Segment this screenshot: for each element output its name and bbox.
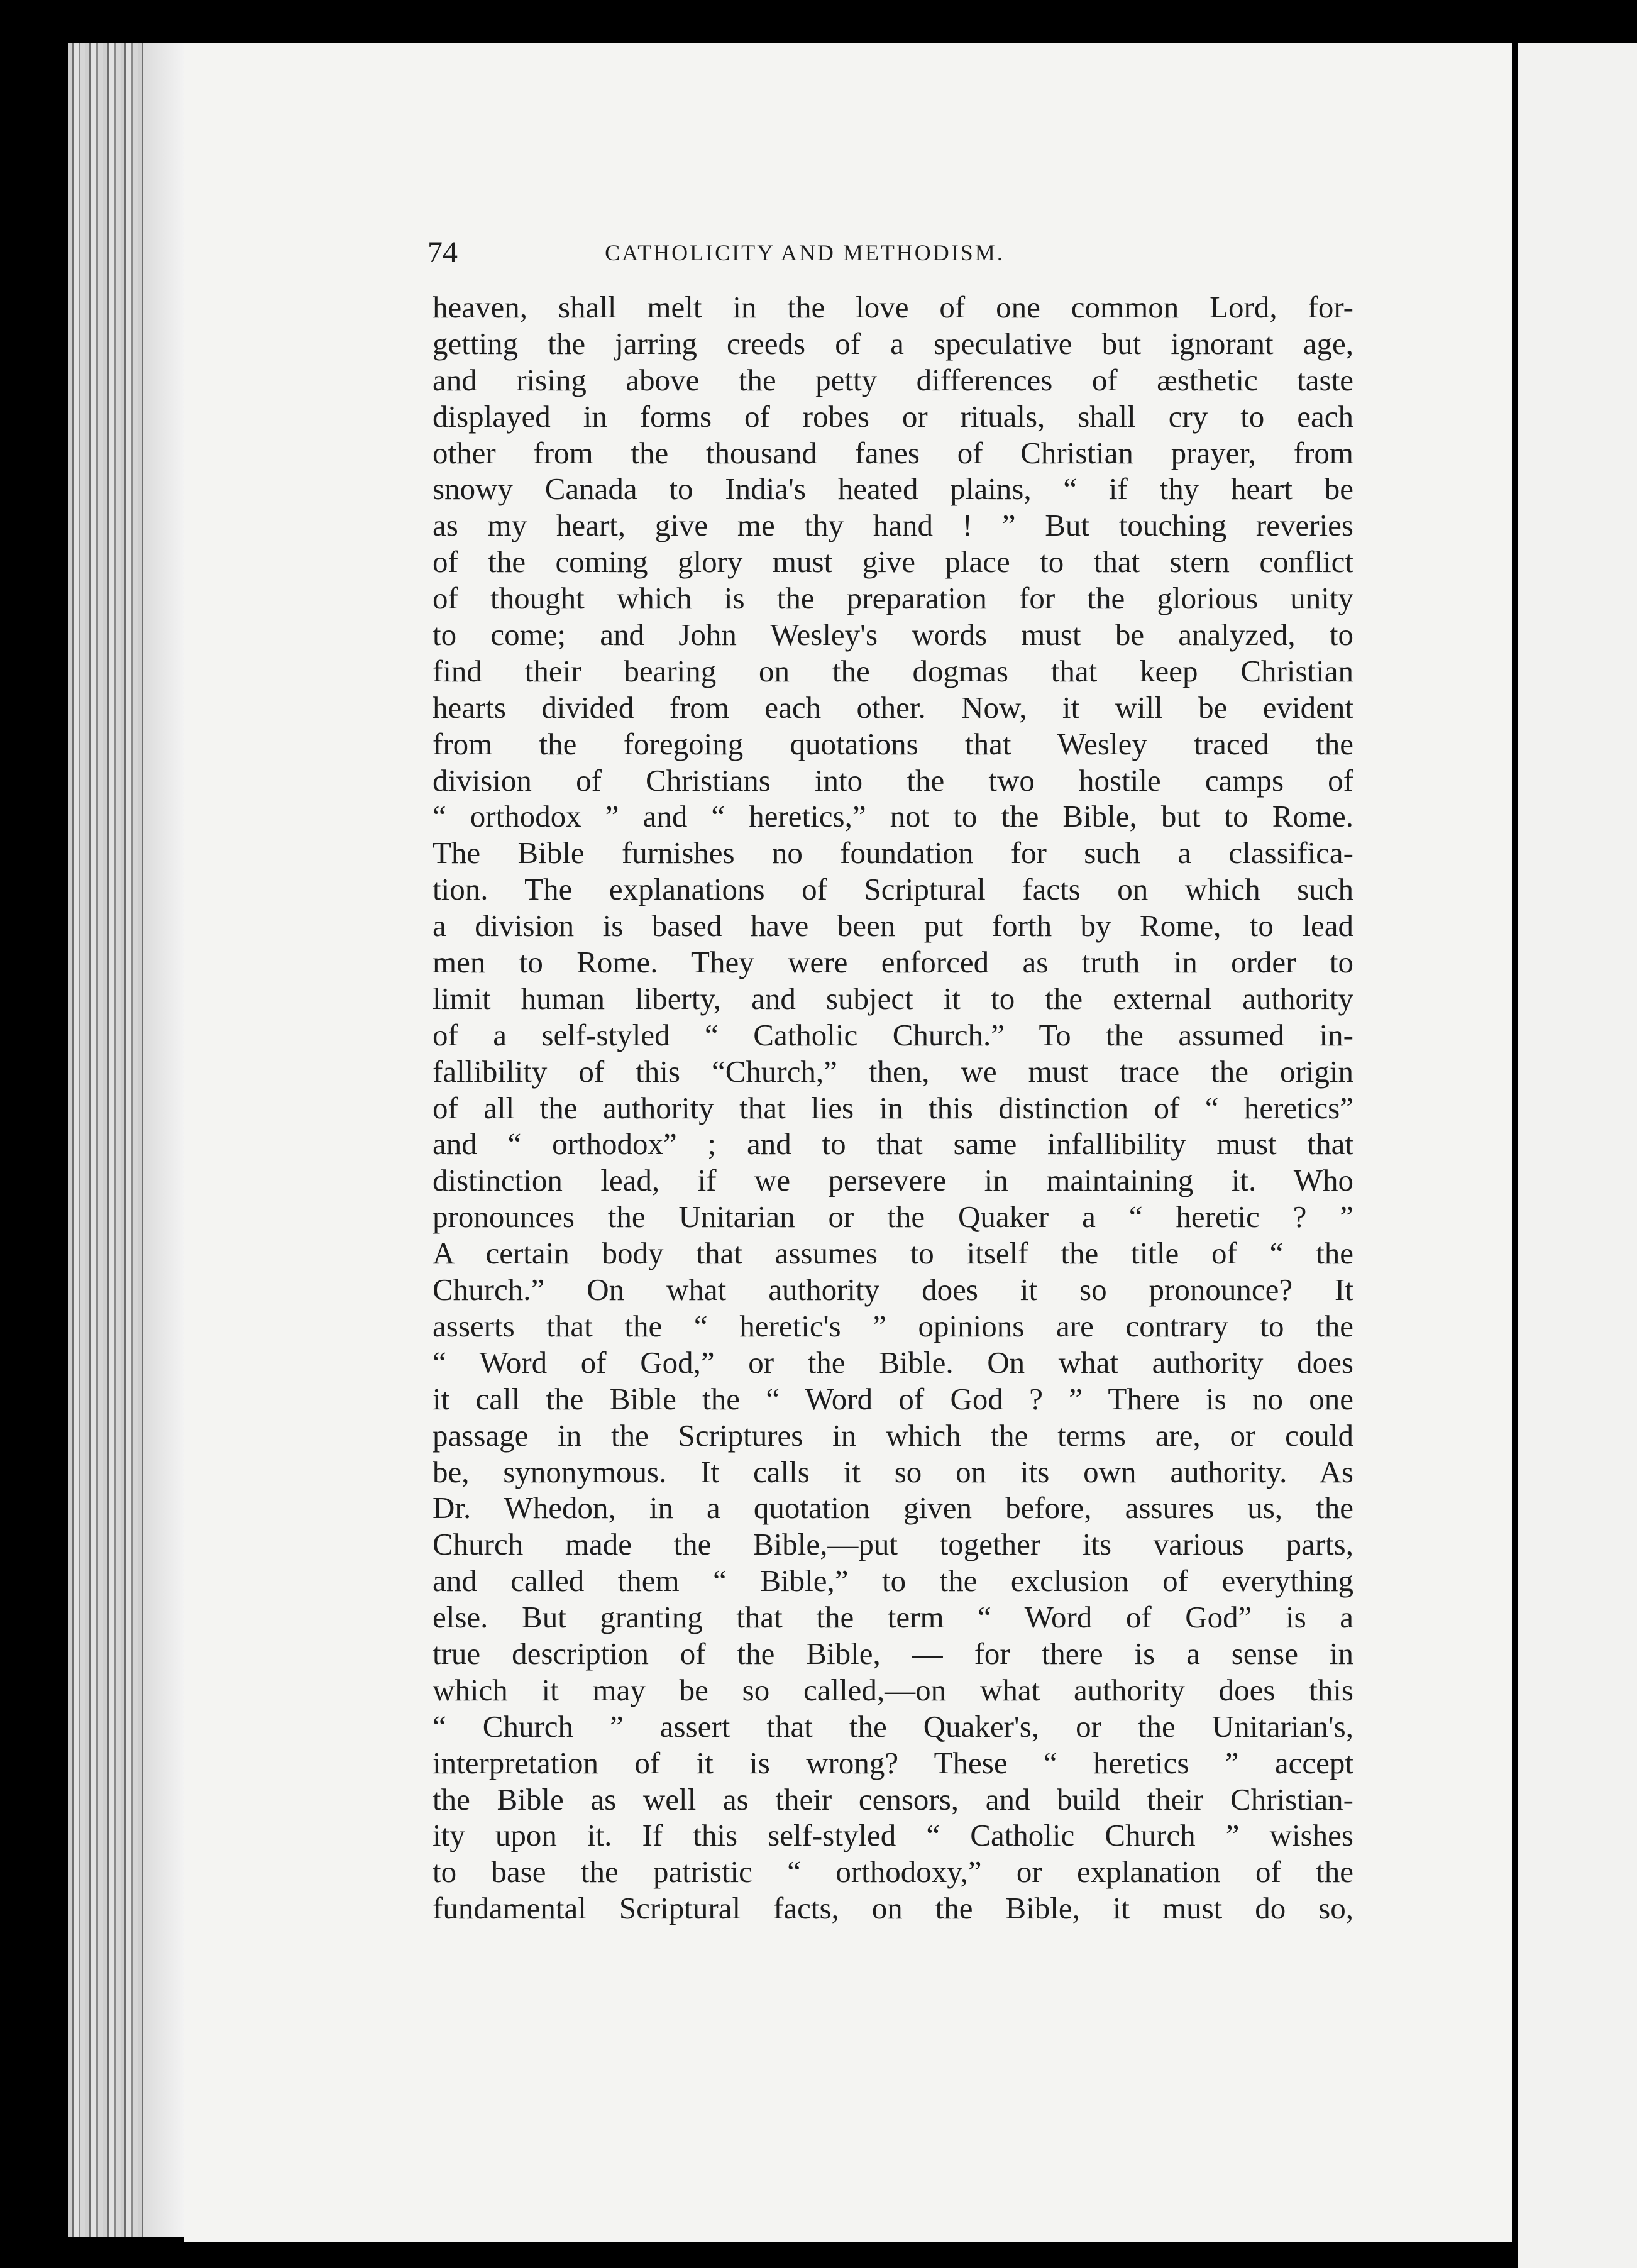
text-line: of thought which is the preparation for the glorious unity: [433, 581, 1353, 616]
text-line: heaven, shall melt in the love of one common Lord, for-: [433, 290, 1353, 324]
text-line: of a self-styled “ Catholic Church.” To the assumed in-: [433, 1017, 1353, 1052]
text-line: getting the jarring creeds of a speculative but ignorant age,: [433, 326, 1353, 361]
text-line: find their bearing on the dogmas that keep Christian: [433, 653, 1353, 688]
text-line: else. But granting that the term “ Word of God” is a: [433, 1600, 1353, 1635]
text-line: Church.” On what authority does it so pronounce? It: [433, 1272, 1353, 1307]
text-line: of all the authority that lies in this distinction of “ heretics”: [433, 1090, 1353, 1125]
text-line: Church made the Bible,—put together its various parts,: [433, 1527, 1353, 1562]
text-line: men to Rome. They were enforced as truth in order to: [433, 945, 1353, 980]
text-line: and rising above the petty differences of æsthetic taste: [433, 362, 1353, 397]
scan-bottom-border: [0, 2242, 1512, 2268]
text-line: A certain body that assumes to itself the title of “ the: [433, 1236, 1353, 1271]
text-line: a division is based have been put forth by Rome, to lead: [433, 908, 1353, 944]
text-line: passage in the Scriptures in which the terms are, or could: [433, 1418, 1353, 1453]
text-line: as my heart, give me thy hand ! ” But touching reveries: [433, 508, 1353, 543]
text-line: ity upon it. If this self-styled “ Catholic Church ” wishes: [433, 1818, 1353, 1853]
text-line: which it may be so called,—on what authority does this: [433, 1672, 1353, 1707]
text-line: interpretation of it is wrong? These “ heretics ” accept: [433, 1745, 1353, 1780]
text-line: “ Word of God,” or the Bible. On what authority does: [433, 1345, 1353, 1380]
text-line: hearts divided from each other. Now, it will be evident: [433, 690, 1353, 725]
text-line: true description of the Bible, — for there is a sense in: [433, 1636, 1353, 1671]
text-line: tion. The explanations of Scriptural facts on which such: [433, 872, 1353, 907]
text-line: and “ orthodox” ; and to that same infallibility must that: [433, 1126, 1353, 1162]
text-line: The Bible furnishes no foundation for such a classifica-: [433, 835, 1353, 871]
page-edge-stack: [68, 43, 184, 2237]
text-line: snowy Canada to India's heated plains, “ if thy heart be: [433, 471, 1353, 507]
body-text: [433, 289, 1353, 1927]
page-number: 74: [427, 236, 458, 269]
text-line: asserts that the “ heretic's ” opinions are contrary to the: [433, 1308, 1353, 1343]
text-line: fundamental Scriptural facts, on the Bible, it must do so,: [433, 1891, 1353, 1926]
page-gutter: [1512, 43, 1518, 2268]
text-line: to come; and John Wesley's words must be analyzed, to: [433, 617, 1353, 652]
text-line: “ Church ” assert that the Quaker's, or the Unitarian's,: [433, 1709, 1353, 1744]
facing-page-edge: [1518, 43, 1637, 2268]
text-line: of the coming glory must give place to that stern conflict: [433, 544, 1353, 580]
text-line: limit human liberty, and subject it to the external authority: [433, 981, 1353, 1016]
text-line: other from the thousand fanes of Christian prayer, from: [433, 435, 1353, 470]
text-line: be, synonymous. It calls it so on its own authority. As: [433, 1454, 1353, 1489]
text-line: distinction lead, if we persevere in maintaining it. Who: [433, 1163, 1353, 1198]
text-line: division of Christians into the two hostile camps of: [433, 762, 1353, 798]
text-line: displayed in forms of robes or rituals, shall cry to each: [433, 399, 1353, 434]
running-title: CATHOLICITY AND METHODISM.: [605, 240, 1005, 265]
text-line: the Bible as well as their censors, and build their Christian-: [433, 1781, 1353, 1817]
text-line: pronounces the Unitarian or the Quaker a “ heretic ? ”: [433, 1199, 1353, 1235]
text-line: it call the Bible the “ Word of God ? ” There is no one: [433, 1381, 1353, 1416]
scan-top-border: [0, 0, 1637, 43]
text-line: “ orthodox ” and “ heretics,” not to the Bible, but to Rome.: [433, 799, 1353, 834]
text-line: from the foregoing quotations that Wesley traced the: [433, 726, 1353, 761]
text-line: and called them “ Bible,” to the exclusion of everything: [433, 1563, 1353, 1599]
running-header: [427, 234, 1182, 272]
text-line: to base the patristic “ orthodoxy,” or explanation of the: [433, 1854, 1353, 1890]
text-line: fallibility of this “Church,” then, we must trace the origin: [433, 1054, 1353, 1089]
text-line: Dr. Whedon, in a quotation given before, assures us, the: [433, 1490, 1353, 1526]
